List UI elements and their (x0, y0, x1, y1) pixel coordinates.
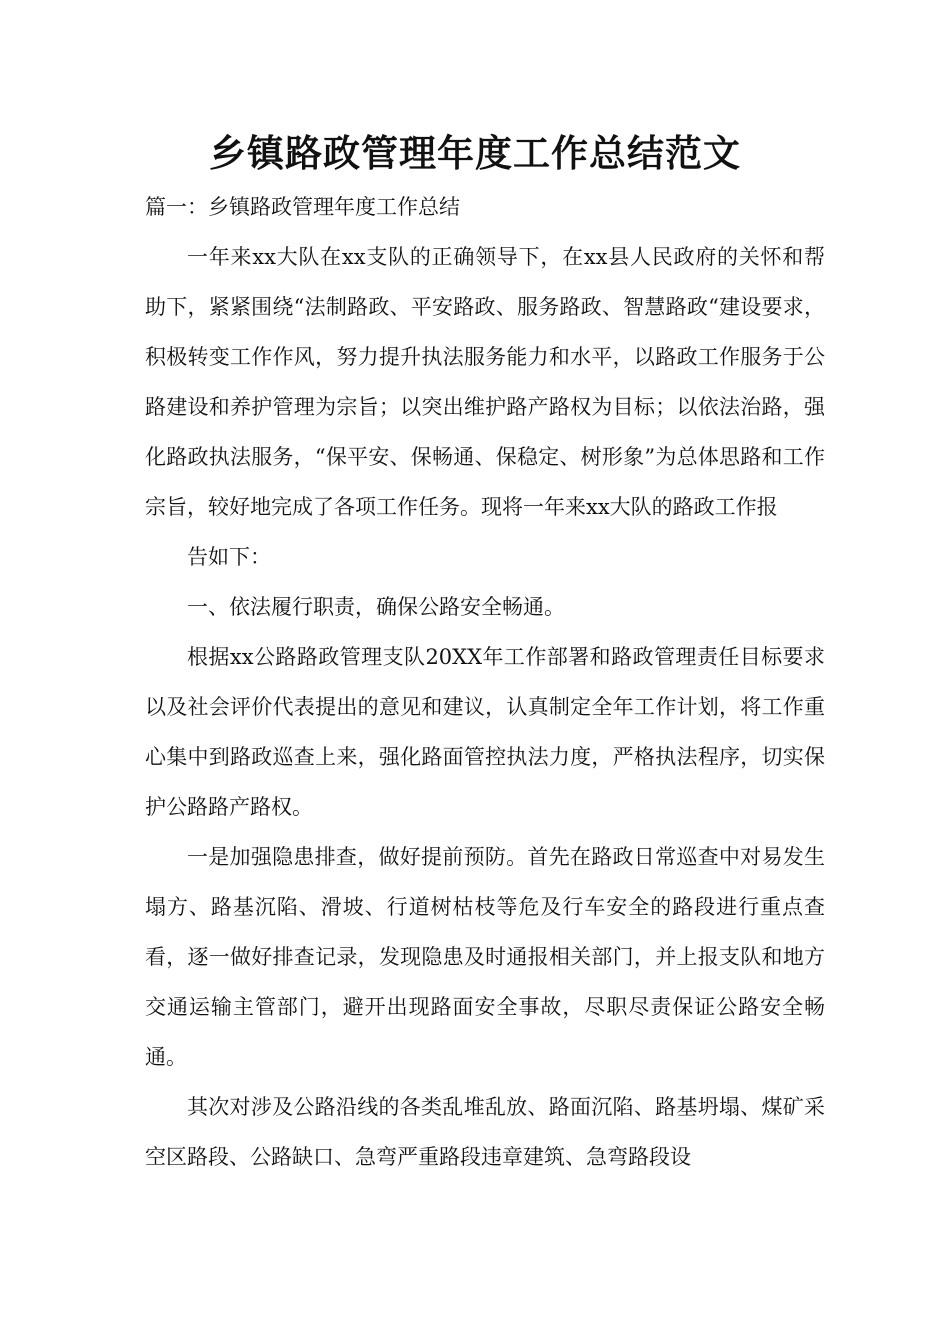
body-paragraph: 一年来xx大队在xx支队的正确领导下，在xx县人民政府的关怀和帮助下，紧紧围绕“法制路政、平安路政、服务路政、智慧路政“建设要求，积极转变工作作风，努力提升执法服务能力和水平，以路政工作服务于公路建设和养护管理为宗旨；以突出维护路产路权为目标；以依法治路，强化路政执法服务，“保平安、保畅通、保稳定、树形象”为总体思路和工作宗旨，较好地完成了各项工作任务。现将一年来xx大队的路政工作报 (145, 245, 825, 519)
section-heading: 篇一：乡镇路政管理年度工作总结 (145, 195, 460, 219)
body-paragraph: 告如下： (187, 545, 271, 569)
document-body (145, 182, 825, 1182)
body-paragraph: 一是加强隐患排查，做好提前预防。首先在路政日常巡查中对易发生塌方、路基沉陷、滑坡、行道树枯枝等危及行车安全的路段进行重点查看，逐一做好排查记录，发现隐患及时通报相关部门，并上报支队和地方交通运输主管部门，避开出现路面安全事故，尽职尽责保证公路安全畅通。 (145, 845, 825, 1069)
body-paragraph: 根据xx公路路政管理支队20XX年工作部署和路政管理责任目标要求以及社会评价代表提出的意见和建议，认真制定全年工作计划，将工作重心集中到路政巡查上来，强化路面管控执法力度，严格执法程序，切实保护公路路产路权。 (145, 645, 825, 819)
body-paragraph: 其次对涉及公路沿线的各类乱堆乱放、路面沉陷、路基坍塌、煤矿采空区路段、公路缺口、急弯严重路段违章建筑、急弯路段设 (145, 1095, 825, 1169)
document-title: 乡镇路政管理年度工作总结范文 (209, 131, 741, 175)
subsection-heading: 一、依法履行职责，确保公路安全畅通。 (187, 595, 565, 619)
